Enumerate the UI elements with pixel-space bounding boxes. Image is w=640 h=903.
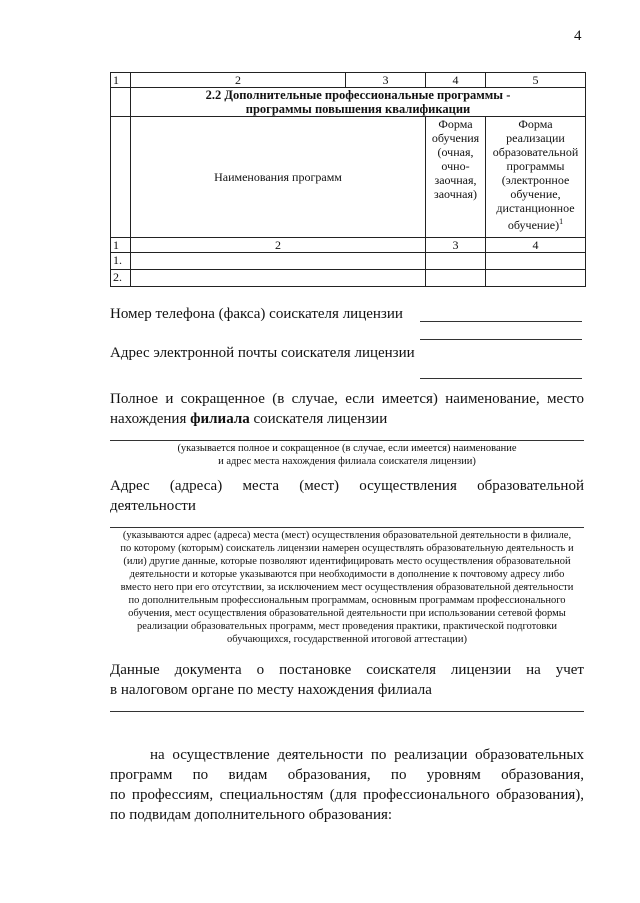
branch-name-label-line2 [110,409,387,429]
table-cell [111,88,131,117]
hint-line: по дополнительным профессиональным программам, основным программам профессионального [128,595,566,606]
table-cell: 2 [131,238,426,253]
header-line: (очная, [437,145,474,159]
column-header-row [111,117,586,238]
header-line: обучение, [510,187,561,201]
table-cell: 3 [426,238,486,253]
table-cell: 3 [346,73,426,88]
header-line-text: обучение) [507,218,560,232]
hint-line: (указывается полное и сокращенное (в случае, если имеется) наименование [177,443,517,454]
table-cell [426,253,486,270]
table-cell: 4 [486,238,586,253]
hint-line: обучения, мест осуществления образовательной деятельности при использовании сетевой формы [128,608,566,619]
table-cell [131,253,426,270]
table-cell: 4 [426,73,486,88]
tax-registration-label-line1: Данные документа о постановке соискателя лицензии на учет [110,662,584,678]
final-paragraph-line2: программ по видам образования, по уровням образования, [110,767,584,783]
hint-line: и адрес места нахождения филиала соискателя лицензии) [218,456,476,467]
final-paragraph-line3: по профессиям, специальностям (для профессионального образования), [110,787,584,803]
table-cell: 5 [486,73,586,88]
section-title-row [111,88,586,117]
phone-label: Номер телефона (факса) соискателя лицензии [110,306,403,322]
final-paragraph-line1: на осуществление деятельности по реализации образовательных [150,747,584,763]
table-row [111,253,586,270]
col-form-study-header [426,117,486,238]
header-line: очно- [441,159,470,173]
table-numbers-row [111,238,586,253]
hint-line: обучающихся, государственной итоговой аттестации) [227,634,467,645]
table-row [111,270,586,287]
header-line [488,215,583,232]
tax-registration-label-line2: в налоговом органе по месту нахождения филиала [110,682,432,698]
table-cell: 1 [111,73,131,88]
header-line: Форма [518,117,553,131]
final-paragraph-line4: по подвидам дополнительного образования: [110,807,393,823]
section-title-line: программы повышения квалификации [245,102,471,116]
hint-line: деятельности и которые указываются при необходимости в дополнение к почтовому адресу либо [129,569,565,580]
table-cell [111,117,131,238]
hint-line: по которому (которым) соискатель лицензии намерен осуществлять образовательную деятельность и [120,543,574,554]
hint-line: (или) другие данные, которые позволяют идентифицировать место осуществления образовательной [123,556,571,567]
col-form-impl-header [486,117,586,238]
branch-name-label-line1: Полное и сокращенное (в случае, если имеется) наименование, место [110,391,584,407]
activity-address-hint [110,529,584,646]
table-header-numbers-row [111,73,586,88]
section-title-line: 2.2 Дополнительные профессиональные программы - [205,88,511,102]
branch-name-hint [110,442,584,468]
header-line: программы [506,159,565,173]
row-number: 1. [111,253,131,270]
footnote-mark: 1 [559,217,564,226]
col-name-header: Наименования программ [131,117,426,238]
row-number: 2. [111,270,131,287]
table-cell [486,253,586,270]
email-field-line[interactable] [420,378,582,379]
hint-line: реализации образовательных программ, мест проведения практики, практической подготовки [136,621,558,632]
phone-field-line[interactable] [420,321,582,322]
header-line: обучения [431,131,480,145]
header-line: заочная, [434,173,477,187]
activity-address-field-line[interactable] [110,527,584,528]
text-span: нахождения [110,411,191,427]
table-cell [131,270,426,287]
header-line: образовательной [492,145,579,159]
branch-bold: филиала [190,411,250,427]
email-label: Адрес электронной почты соискателя лицензии [110,345,415,361]
table-cell: 2 [131,73,346,88]
tax-registration-field-line[interactable] [110,711,584,712]
text-span: соискателя лицензии [249,411,388,427]
section-title [131,88,586,117]
hint-line: вместо него при его отсутствии, за исключением мест осуществления образовательной деятельности [120,582,574,593]
activity-address-label-line1: Адрес (адреса) места (мест) осуществления образовательной [110,478,584,494]
header-line: (электронное [501,173,570,187]
header-line: заочная) [433,187,478,201]
page-number: 4 [574,28,582,44]
branch-name-field-line[interactable] [110,440,584,441]
header-line: Форма [438,117,473,131]
header-line: реализации [506,131,565,145]
table-cell [426,270,486,287]
phone-field-line-2[interactable] [420,339,582,340]
table-cell: 1 [111,238,131,253]
table-cell [486,270,586,287]
programs-table [110,72,586,287]
header-line: дистанционное [496,201,575,215]
hint-line: (указываются адрес (адреса) места (мест) осуществления образовательной деятельности в филиале, [122,530,572,541]
activity-address-label-line2: деятельности [110,498,196,514]
